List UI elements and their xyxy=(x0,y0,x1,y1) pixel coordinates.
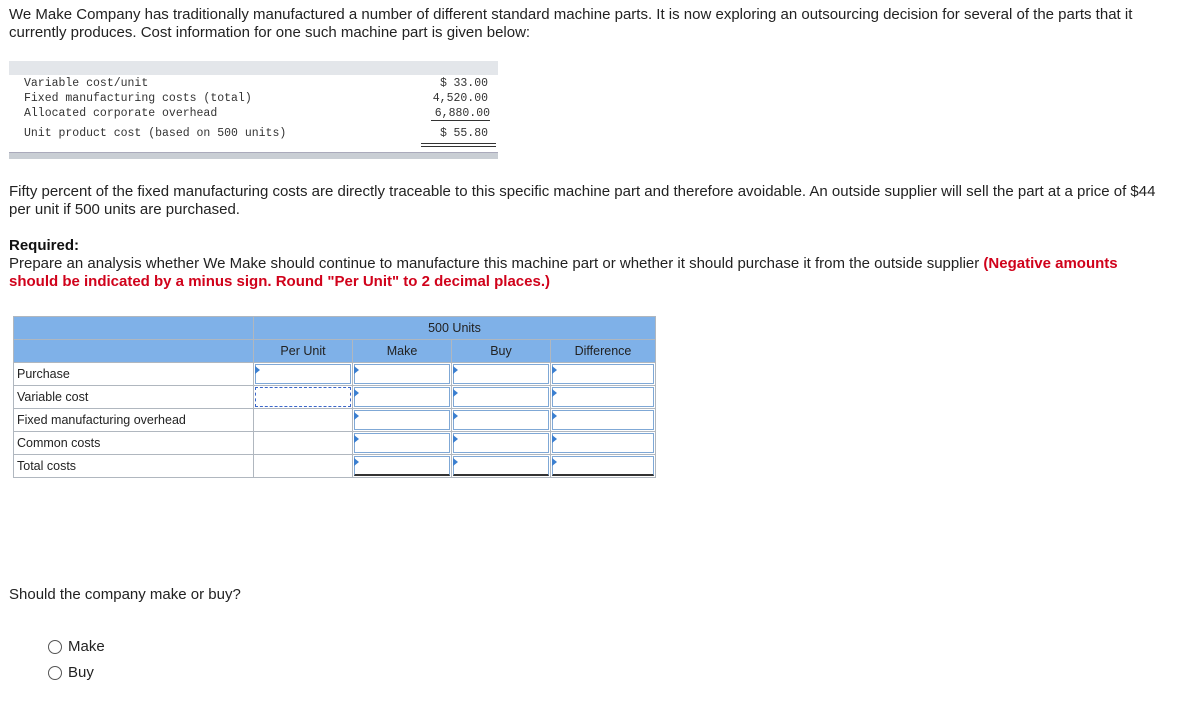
make-input[interactable] xyxy=(353,432,452,455)
cost-value: 4,520.00 xyxy=(432,92,488,105)
per-unit-empty-cell xyxy=(254,455,353,478)
buy-input[interactable] xyxy=(452,386,551,409)
cost-label: Unit product cost (based on 500 units) xyxy=(24,127,287,140)
group-header: 500 Units xyxy=(254,317,656,340)
intro-text: We Make Company has traditionally manufactured a number of different standard machine parts. It is now exploring an outsourcing decision for several of the parts that it currently produces. Cost information for one such machine part is given below: xyxy=(9,6,1133,41)
make-radio-button[interactable] xyxy=(48,640,62,654)
analysis-table xyxy=(13,316,656,478)
row-label: Total costs xyxy=(14,455,254,478)
make-input[interactable] xyxy=(353,363,452,386)
row-label: Purchase xyxy=(14,363,254,386)
cost-row xyxy=(24,77,498,92)
cost-label: Allocated corporate overhead xyxy=(24,107,218,120)
buy-input[interactable] xyxy=(452,409,551,432)
cost-info-box xyxy=(9,61,498,154)
make-total-input[interactable] xyxy=(353,455,452,478)
cost-box-bottom-bar xyxy=(9,152,498,159)
cost-value: 6,880.00 xyxy=(431,107,490,121)
per-unit-input[interactable] xyxy=(254,386,353,409)
corner-header xyxy=(14,317,254,340)
row-label: Variable cost xyxy=(14,386,254,409)
buy-input[interactable] xyxy=(452,432,551,455)
required-section xyxy=(9,237,1159,291)
cost-dollar: $ xyxy=(440,127,447,140)
col-header-buy: Buy xyxy=(452,340,551,363)
table-row xyxy=(14,455,656,478)
per-unit-input[interactable] xyxy=(254,363,353,386)
per-unit-empty-cell xyxy=(254,409,353,432)
cost-row xyxy=(24,127,498,142)
cost-label: Fixed manufacturing costs (total) xyxy=(24,92,252,105)
col-header-make: Make xyxy=(353,340,452,363)
buy-radio-option[interactable] xyxy=(48,664,94,681)
table-row xyxy=(14,363,656,386)
difference-input[interactable] xyxy=(551,409,656,432)
buy-total-input[interactable] xyxy=(452,455,551,478)
make-or-buy-question: Should the company make or buy? xyxy=(9,586,241,603)
col-header-difference: Difference xyxy=(551,340,656,363)
required-note: (Negative amounts should be indicated by a minus sign. Round "Per Unit" to 2 decimal places.) xyxy=(9,255,1118,290)
make-radio-label[interactable]: Make xyxy=(68,638,105,655)
double-underline xyxy=(421,143,496,147)
difference-input[interactable] xyxy=(551,363,656,386)
cost-box-top-bar xyxy=(9,61,498,75)
cost-value: 55.80 xyxy=(453,127,488,140)
cost-value: 33.00 xyxy=(453,77,488,90)
make-input[interactable] xyxy=(353,386,452,409)
make-input[interactable] xyxy=(353,409,452,432)
difference-total-input[interactable] xyxy=(551,455,656,478)
per-unit-empty-cell xyxy=(254,432,353,455)
row-label: Fixed manufacturing overhead xyxy=(14,409,254,432)
cost-label: Variable cost/unit xyxy=(24,77,149,90)
cost-row xyxy=(24,107,498,122)
make-radio-option[interactable] xyxy=(48,638,105,655)
table-row xyxy=(14,409,656,432)
buy-input[interactable] xyxy=(452,363,551,386)
cost-dollar: $ xyxy=(440,77,447,90)
buy-radio-button[interactable] xyxy=(48,666,62,680)
difference-input[interactable] xyxy=(551,432,656,455)
required-text: Prepare an analysis whether We Make should continue to manufacture this machine part or whether it should purchase it from the outside supplier xyxy=(9,255,980,272)
table-row xyxy=(14,432,656,455)
buy-radio-label[interactable]: Buy xyxy=(68,664,94,681)
difference-input[interactable] xyxy=(551,386,656,409)
cost-row xyxy=(24,92,498,107)
col-header-per-unit: Per Unit xyxy=(254,340,353,363)
problem-paragraph: Fifty percent of the fixed manufacturing costs are directly traceable to this specific machine part and therefore avoidable. An outside supplier will sell the part at a price of $44 per unit if 500 units are purchased. xyxy=(9,183,1156,218)
table-row xyxy=(14,386,656,409)
required-heading: Required: xyxy=(9,237,80,254)
row-label: Common costs xyxy=(14,432,254,455)
label-col-header xyxy=(14,340,254,363)
